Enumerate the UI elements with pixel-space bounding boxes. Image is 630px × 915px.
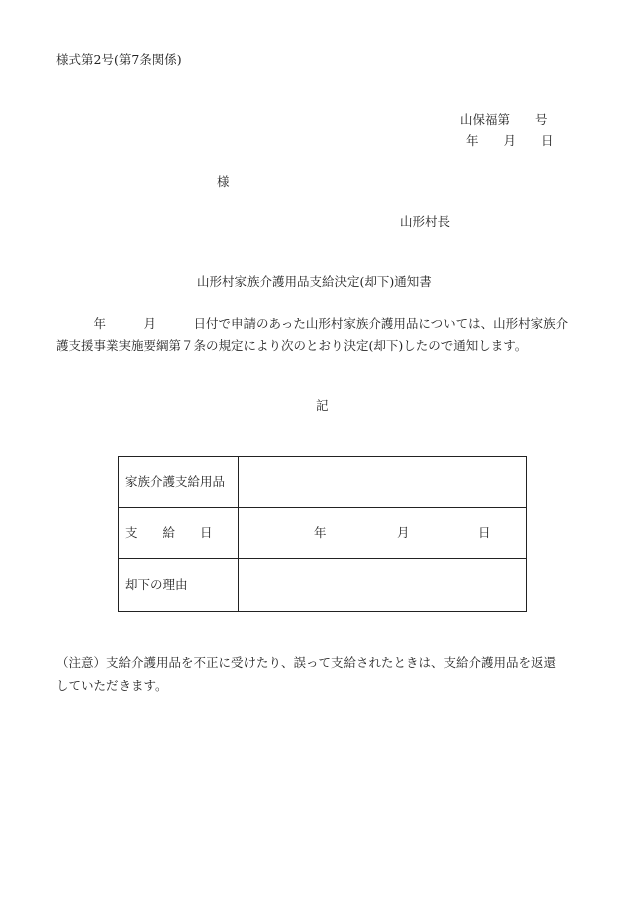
decision-table <box>118 456 527 612</box>
issuer-name: 山形村長 <box>400 214 451 229</box>
note-line-1: （注意）支給介護用品を不正に受けたり、誤って支給されたときは、支給介護用品を返還 <box>56 655 557 670</box>
note-line-2: していただきます。 <box>56 678 168 693</box>
supply-date-value <box>239 508 527 559</box>
rejection-reason-value <box>239 559 527 612</box>
body-text-line-1: 年 月 日付で申請のあった山形村家族介護用品については、山形村家族介 <box>56 316 569 331</box>
body-text-line-2: 護支援事業実施要綱第７条の規定により次のとおり決定(却下)したので通知します。 <box>56 338 528 353</box>
document-number: 山保福第 号 <box>460 112 548 127</box>
document-date: 年 月 日 <box>466 133 554 148</box>
addressee-honorific: 様 <box>217 174 230 189</box>
ki-heading: 記 <box>316 398 329 413</box>
table-row <box>119 457 527 508</box>
document-title: 山形村家族介護用品支給決定(却下)通知書 <box>197 274 432 289</box>
form-number-label: 様式第2号(第7条関係) <box>56 52 182 67</box>
supply-date-label: 支 給 日 <box>119 508 239 559</box>
supply-date-month: 月 <box>397 524 410 540</box>
rejection-reason-label: 却下の理由 <box>119 559 239 612</box>
supply-item-value <box>239 457 527 508</box>
supply-item-label: 家族介護支給用品 <box>119 457 239 508</box>
table-row <box>119 508 527 559</box>
supply-date-day: 日 <box>478 524 491 540</box>
supply-date-year: 年 <box>314 524 327 540</box>
table-row <box>119 559 527 612</box>
